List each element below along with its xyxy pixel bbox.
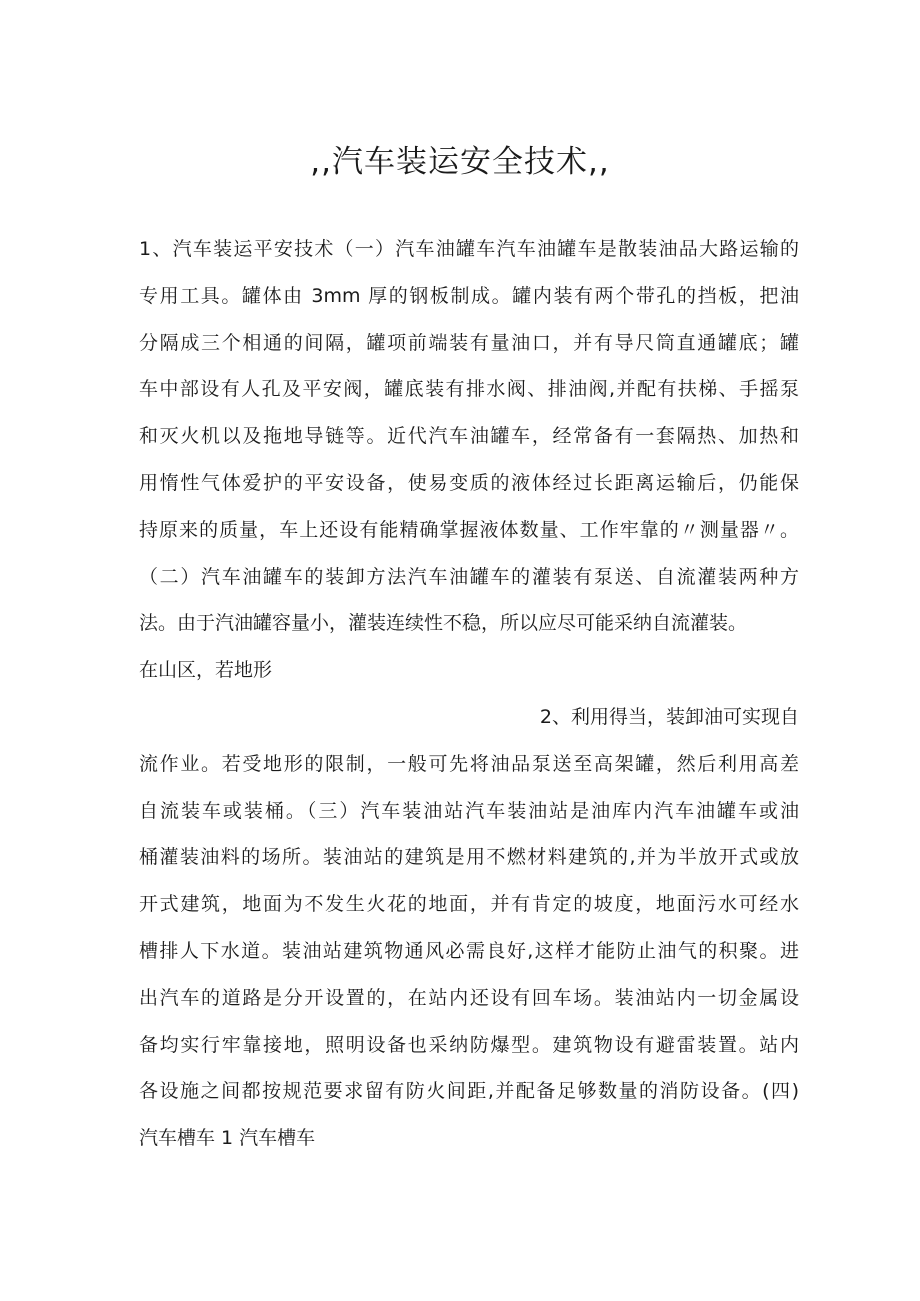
body-line: 用惰性气体爱护的平安设备，使易变质的液体经过长距离运输后，仍能保: [139, 471, 799, 494]
body-line: 备均实行牢靠接地，照明设备也采纳防爆型。建筑物设有避雷装置。站内: [139, 1033, 799, 1056]
body-line: 自流装车或装桶。（三）汽车装油站汽车装油站是油库内汽车油罐车或油: [139, 799, 799, 822]
body-line: 桶灌装油料的场所。装油站的建筑是用不燃材料建筑的,并为半放开式或放: [139, 846, 799, 869]
document-body: [139, 226, 799, 1162]
body-line: 车中部设有人孔及平安阀，罐底装有排水阀、排油阀,并配有扶梯、手摇泵: [139, 378, 799, 401]
body-line: （二）汽车油罐车的装卸方法汽车油罐车的灌装有泵送、自流灌装两种方: [139, 565, 799, 588]
body-line: 出汽车的道路是分开设置的，在站内还设有回车场。装油站内一切金属设: [139, 986, 799, 1009]
body-line: 槽排人下水道。装油站建筑物通风必需良好,这样才能防止油气的积聚。进: [139, 939, 799, 962]
body-line: 开式建筑，地面为不发生火花的地面，并有肯定的坡度，地面污水可经水: [139, 893, 799, 916]
body-line: 法。由于汽油罐容量小，灌装连续性不稳，所以应尽可能采纳自流灌装。: [139, 612, 748, 635]
body-line: 流作业。若受地形的限制，一般可先将油品泵送至高架罐，然后利用高差: [139, 752, 799, 775]
document-title: ,,汽车装运安全技术,,: [310, 144, 610, 180]
body-line: 在山区，若地形: [139, 659, 273, 682]
body-line: 和灭火机以及拖地导链等。近代汽车油罐车，经常备有一套隔热、加热和: [139, 425, 799, 448]
body-line: 分隔成三个相通的间隔，罐项前端装有量油口，并有导尺筒直通罐底；罐: [139, 331, 799, 354]
body-line: 汽车槽车 1 汽车槽车: [139, 1127, 316, 1150]
body-line: 1、汽车装运平安技术（一）汽车油罐车汽车油罐车是散装油品大路运输的: [139, 238, 799, 260]
body-line: 各设施之间都按规范要求留有防火间距,并配备足够数量的消防设备。(四): [139, 1080, 799, 1103]
body-line: 专用工具。罐体由 3mm 厚的钢板制成。罐内装有两个带孔的挡板，把油: [139, 284, 799, 307]
body-line: 持原来的质量，车上还设有能精确掌握液体数量、工作牢靠的〃测量器〃。: [139, 518, 799, 541]
body-line: 2、利用得当，装卸油可实现自: [539, 705, 799, 728]
